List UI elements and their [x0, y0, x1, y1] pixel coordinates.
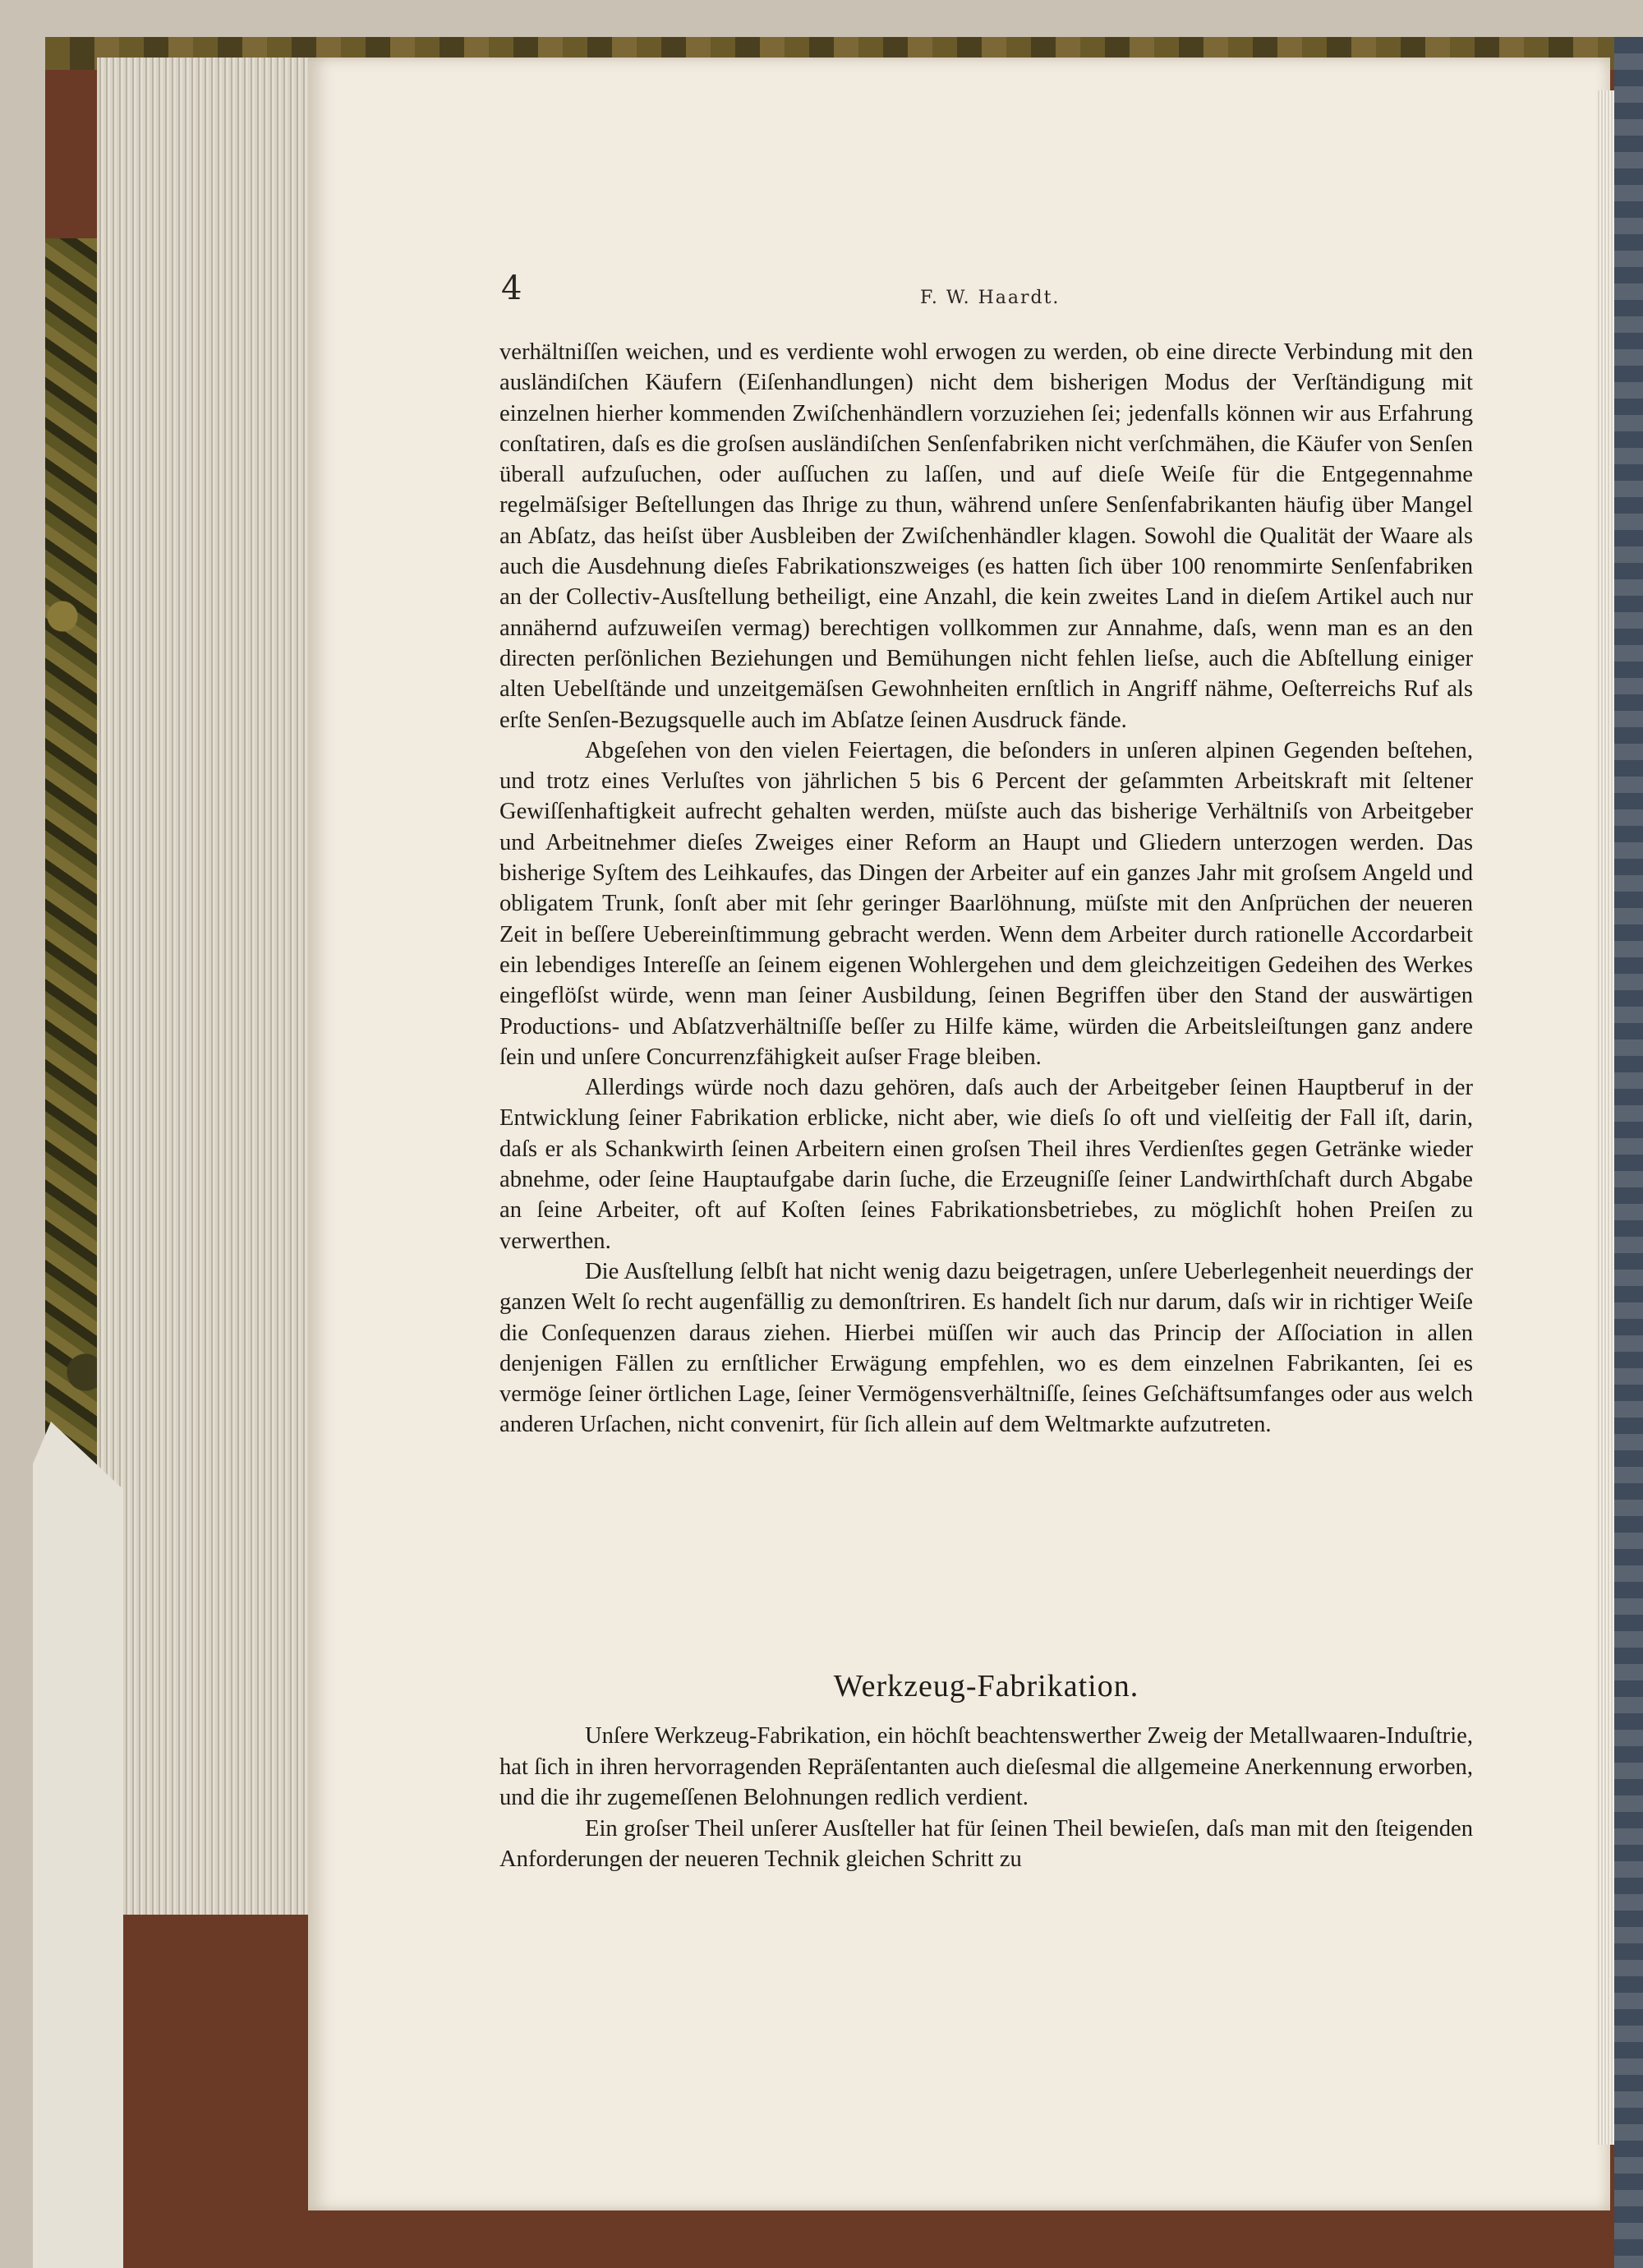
- paragraph: verhältniſſen weichen, und es verdiente wohl erwogen zu werden, ob eine directe Verbindung mit den ausländiſchen Käufern (Eiſenhandlungen) nicht dem bisherigen Modus der Verſtändigung mit einzelnen hierher kommenden Zwiſchenhändlern vorzuziehen ſei; jedenfalls können wir aus Erfahrung conſtatiren, daſs es die groſsen ausländiſchen Senſenfabriken nicht verſchmähen, die Käufer von Senſen überall aufzuſuchen, oder auſſuchen zu laſſen, und auf dieſe Weiſe für die Entgegennahme regelmäſsiger Beſtellungen das Ihrige zu thun, während unſere Senſenfabrikanten häufig über Mangel an Abſatz, das heiſst über Ausbleiben der Zwiſchenhändler klagen. Sowohl die Qualität der Waare als auch die Ausdehnung dieſes Fabrikationszweiges (es hatten ſich über 100 renommirte Senſenfabriken an der Collectiv-Ausſtellung betheiligt, eine Anzahl, die kein zweites Land in dieſem Artikel auch nur annähernd aufzuweiſen vermag) berechtigen vollkommen zur Annahme, daſs, wenn man es an den directen perſönlichen Beziehungen und Bemühungen nicht fehlen lieſse, auch die Abſtellung einiger alten Uebelſtände und unzeitgemäſsen Gewohnheiten ernſtlich in Angriff nähme, Oeſterreichs Ruf als erſte Senſen-Bezugsquelle auch im Abſatze ſeinen Ausdruck fände.: [499, 339, 1473, 733]
- section-heading: Werkzeug-Fabrikation.: [833, 1669, 1139, 1703]
- torn-page-fragment: [33, 1422, 123, 2268]
- cover-right-edge: [1614, 37, 1643, 2268]
- paragraph: Die Ausſtellung ſelbſt hat nicht wenig dazu beigetragen, unſere Ueberlegenheit neuerdings der ganzen Welt ſo recht augenfällig zu demonſtriren. Es handelt ſich nur darum, daſs wir in richtiger Weiſe die Conſequenzen daraus ziehen. Hierbei müſſen wir auch das Princip der Aſſociation in allen denjenigen Fällen zu ernſtlicher Erwägung empfehlen, wo es dem einzelnen Fabrikanten, ſei es vermöge ſeiner örtlichen Lage, ſeiner Vermögensverhältniſſe, ſeines Geſchäftsumfanges oder aus welch anderen Urſachen, nicht convenirt, für ſich allein auf dem Weltmarkte aufzutreten.: [499, 1258, 1473, 1438]
- page-gutter: [1598, 90, 1614, 2145]
- paragraph: Ein groſser Theil unſerer Ausſteller hat für ſeinen Theil bewieſen, daſs man mit den ſteigenden Anforderungen der neueren Technik gleichen Schritt zu: [499, 1815, 1473, 1872]
- section-text: [499, 1721, 1473, 1875]
- page-stack-edge: [97, 58, 311, 1915]
- running-head: F. W. Haardt.: [920, 288, 1061, 308]
- paragraph: Unſere Werkzeug-Fabrikation, ein höchſt beachtenswerther Zweig der Metallwaaren-Induſtrie, hat ſich in ihren hervorragenden Repräſentanten auch dieſesmal die allgemeine Anerkennung erworben, und die ihr zugemeſſenen Belohnungen redlich verdient.: [499, 1723, 1473, 1810]
- page-number: 4: [501, 270, 522, 307]
- paragraph: Abgeſehen von den vielen Feiertagen, die beſonders in unſeren alpinen Gegenden beſtehen, und trotz eines Verluſtes von jährlichen 5 bis 6 Percent der geſammten Arbeitskraft mit ſeltener Gewiſſenhaftigkeit aufrecht gehalten werden, müſste auch das bisherige Verhältniſs von Arbeitgeber und Arbeitnehmer dieſes Zweiges einer Reform an Haupt und Gliedern unterzogen werden. Das bisherige Syſtem des Leihkaufes, das Dingen der Arbeiter auf ein ganzes Jahr mit groſsem Angeld und obligatem Trunk, ſonſt aber mit ſehr geringer Baarlöhnung, müſste mit den Anſprüchen der neueren Zeit in beſſere Uebereinſtimmung gebracht werden. Wenn dem Arbeiter durch rationelle Accordarbeit ein lebendiges Intereſſe an ſeinem eigenen Wohlergehen und dem gleichzeitigen Gedeihen des Werkes eingeflöſst würde, wenn man ſeiner Ausbildung, ſeinen Begriffen über den Stand der auswärtigen Productions- und Abſatzverhältniſſe beſſer zu Hilfe käme, würden die Arbeitsleiſtungen ganz andere ſein und unſere Concurrenzfähigkeit auſser Frage bleiben.: [499, 737, 1473, 1070]
- paragraph: Allerdings würde noch dazu gehören, daſs auch der Arbeitgeber ſeinen Hauptberuf in der Entwicklung ſeiner Fabrikation erblicke, nicht aber, wie dieſs ſo oft und vielſeitig der Fall iſt, darin, daſs er als Schankwirth ſeinen Arbeitern einen groſsen Theil ihres Verdienſtes gegen Getränke wieder abnehme, oder ſeine Hauptaufgabe darin ſuche, die Erzeugniſſe ſeiner Landwirthſchaft durch Abgabe an ſeine Arbeiter, oft auf Koſten ſeines Fabrikationsbetriebes, zu möglichſt hohen Preiſen zu verwerthen.: [499, 1075, 1473, 1254]
- main-text: [499, 337, 1473, 1441]
